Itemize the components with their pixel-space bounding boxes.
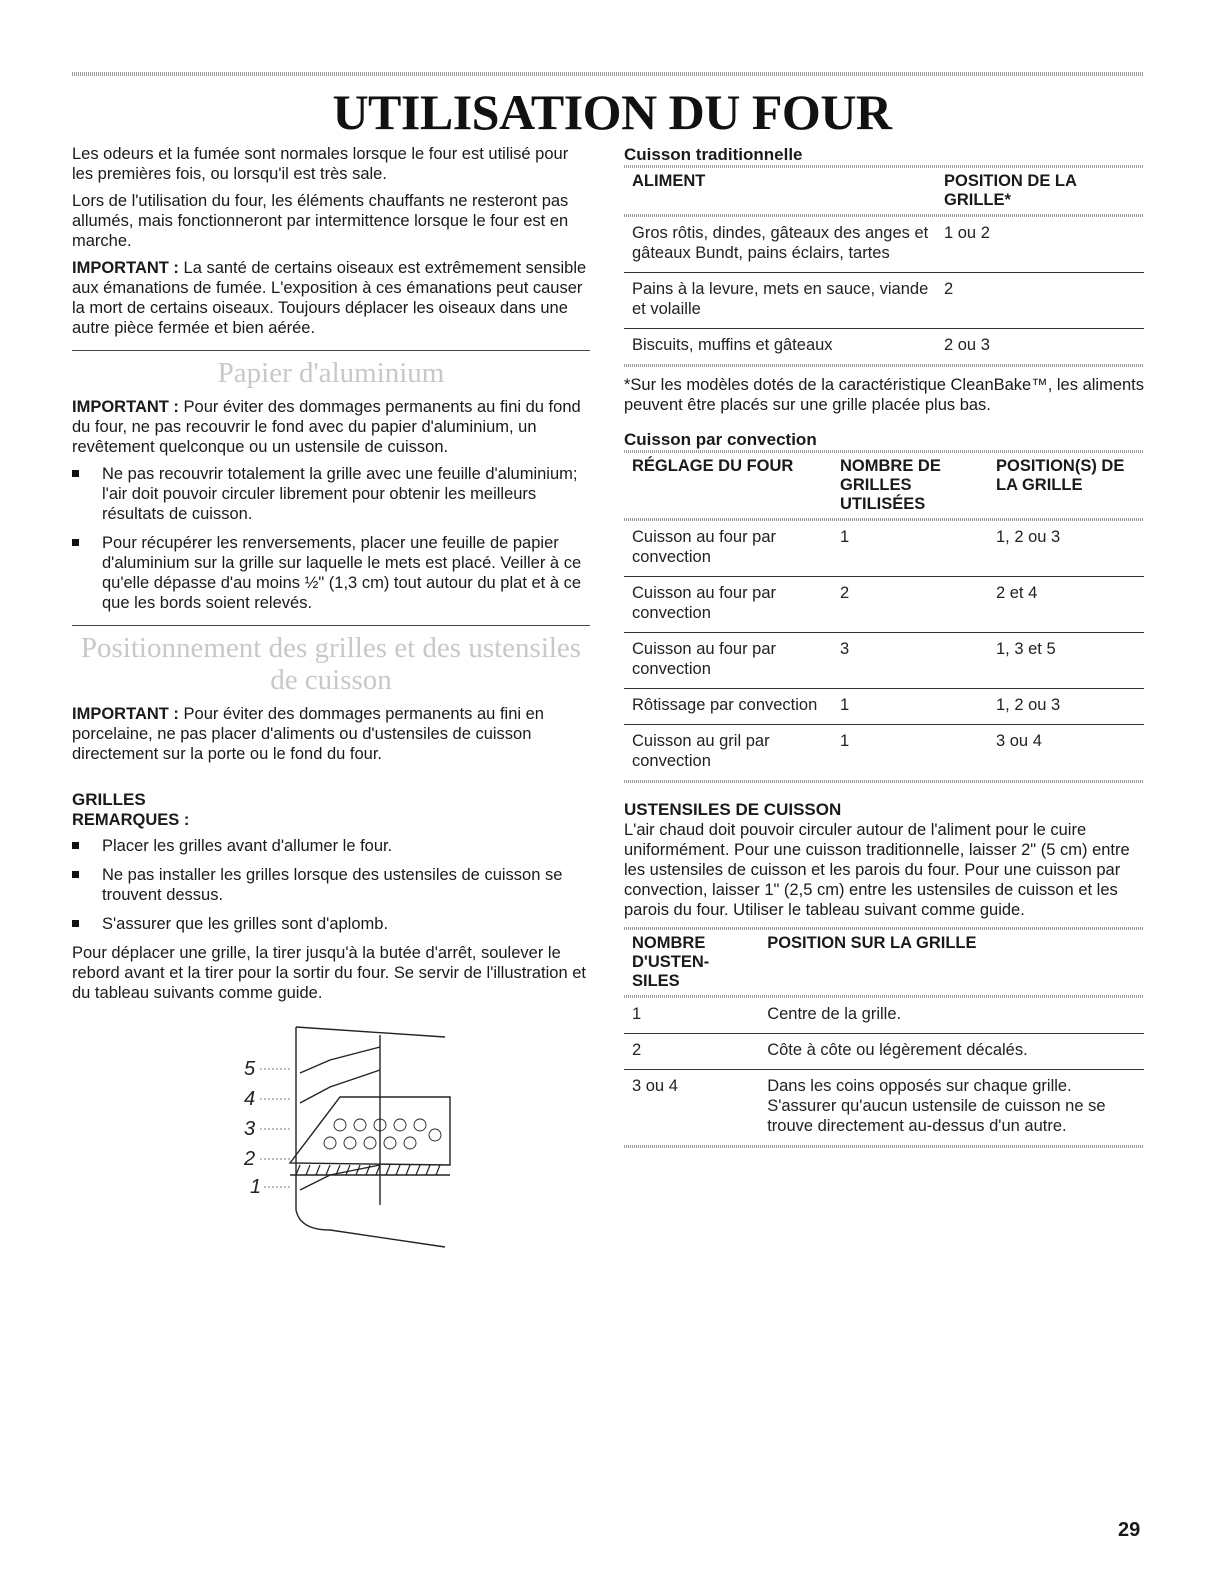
intro-paragraph-1: Les odeurs et la fumée sont normales lorsque le four est utilisé pour les premières fois, ou lorsqu'il est très sale. [72, 145, 569, 183]
table-header-row [624, 453, 1144, 518]
rack-label-5: 5 [244, 1058, 256, 1080]
bullet-icon [72, 920, 79, 927]
table-header-row [624, 930, 1144, 995]
cookware-table [624, 930, 1144, 1145]
bullet-icon [72, 871, 79, 878]
table-row [624, 521, 1144, 577]
rack-label-1: 1 [250, 1176, 262, 1198]
rack-label-2: 2 [244, 1148, 256, 1170]
important-text: La santé de certains oiseaux est extrêmement sensible aux émanations de fumée. L'exposition à ces émanations peut causer la mort de certains oiseaux. Toujours déplacer les oiseaux dans une autre pièce fermée et bien aérée. [72, 259, 587, 337]
table-cell: Cuisson au four par convection [624, 521, 832, 577]
table-row [624, 329, 1144, 365]
rack-label-3: 3 [244, 1118, 256, 1140]
table-cell: 1, 2 ou 3 [988, 521, 1144, 577]
table-cell: 3 ou 4 [996, 732, 1042, 750]
column-header: NOMBRE D'USTEN- SILES [632, 934, 710, 990]
intro-paragraph-2: Lors de l'utilisation du four, les éléments chauffants ne resteront pas allumés, mais fonctionneront par intermittence lorsque le four est en marche. [72, 192, 569, 250]
list-item-text: S'assurer que les grilles sont d'aplomb. [102, 915, 389, 933]
positioning-heading-line2: de cuisson [270, 664, 392, 696]
list-item-text: Ne pas installer les grilles lorsque des ustensiles de cuisson se trouvent dessus. [102, 866, 563, 904]
column-header: NOMBRE DE GRILLES UTILISÉES [840, 457, 941, 513]
left-column [72, 144, 590, 1010]
table-cell: Cuisson au four par convection [624, 633, 832, 689]
list-item [72, 865, 590, 905]
table-cell: 3 [832, 633, 988, 689]
page-number: 29 [1118, 1519, 1141, 1541]
table-row [624, 577, 1144, 633]
list-item [72, 914, 590, 934]
section-divider [72, 625, 590, 626]
important-label: IMPORTANT : [72, 705, 179, 723]
table-header-row [624, 168, 1144, 214]
important-text: Pour éviter des dommages permanents au fini du fond du four, ne pas recouvrir le fond avec du papier d'aluminium, un revêtement quelconque ou un ustensile de cuisson. [72, 398, 581, 456]
table-cell: Gros rôtis, dindes, gâteaux des anges et gâteaux Bundt, pains éclairs, tartes [624, 217, 936, 273]
list-item-text: Pour récupérer les renversements, placer une feuille de papier d'aluminium sur la grille sur laquelle le mets est placé. Veiller à ce qu'elle dépasse d'au moins ½" (1,3 cm) tout autour du plat et à ce que les bords soient relevés. [102, 534, 582, 612]
table-cell: Centre de la grille. [759, 998, 1144, 1034]
convection-table [624, 453, 1144, 780]
table-row [624, 217, 1144, 273]
positioning-important [72, 704, 590, 764]
table-cell: Rôtissage par convection [624, 689, 832, 725]
table-rule [624, 1145, 1144, 1148]
rack-label-4: 4 [244, 1088, 256, 1110]
table-cell: Côte à côte ou légèrement décalés. [759, 1034, 1144, 1070]
table-row [624, 1034, 1144, 1070]
table-cell: 1 [832, 521, 988, 577]
table-cell: 1 ou 2 [936, 217, 1144, 273]
bullet-icon [72, 539, 79, 546]
list-item [72, 464, 590, 524]
traditional-table [624, 168, 1144, 364]
table-cell: 2 et 4 [988, 577, 1144, 633]
table-cell: 1, 3 et 5 [988, 633, 1144, 689]
table-cell: 3 ou 4 [632, 1077, 678, 1095]
table-cell: 1 [832, 689, 988, 725]
table-row [624, 273, 1144, 329]
traditional-heading: Cuisson traditionnelle [624, 145, 803, 164]
table-row [624, 998, 1144, 1034]
table-cell: 2 [832, 577, 988, 633]
positioning-heading [72, 632, 590, 696]
column-header: POSITION DE LA GRILLE* [944, 172, 1077, 209]
intro-important [72, 258, 590, 338]
grilles-bullet-list [72, 836, 590, 934]
table-cell: Cuisson au gril par convection [632, 732, 770, 770]
traditional-footnote: *Sur les modèles dotés de la caractéristique CleanBake™, les aliments peuvent être placés sur une grille placée plus bas. [624, 376, 1145, 414]
important-text: Pour éviter des dommages permanents au fini en porcelaine, ne pas placer d'aliments ou d'ustensiles de cuisson directement sur la porte ou le fond du four. [72, 705, 544, 763]
cookware-paragraph: L'air chaud doit pouvoir circuler autour de l'aliment pour le cuire uniformément. Pour une cuisson traditionnelle, laisser 2" (5 cm) entre les ustensiles de cuisson et les parois du four. Pour une cuisson par convection, laisser 1" (2,5 cm) entre les ustensiles de cuisson et les parois du four. Utiliser le tableau suivant comme guide. [624, 821, 1130, 919]
table-cell: Biscuits, muffins et gâteaux [632, 336, 833, 354]
oven-rack-diagram [230, 1025, 470, 1250]
remarks-heading: REMARQUES : [72, 811, 190, 829]
list-item-text: Placer les grilles avant d'allumer le four. [102, 837, 393, 855]
column-header: RÉGLAGE DU FOUR [632, 457, 794, 475]
table-row [624, 633, 1144, 689]
grilles-paragraph: Pour déplacer une grille, la tirer jusqu'à la butée d'arrêt, soulever le rebord avant et la tirer pour la sortir du four. Se servir de l'illustration et du tableau suivants comme guide. [72, 944, 586, 1002]
section-divider [72, 350, 590, 351]
table-cell: 1, 2 ou 3 [988, 689, 1144, 725]
list-item-text: Ne pas recouvrir totalement la grille avec une feuille d'aluminium; l'air doit pouvoir circuler librement pour obtenir les meilleurs résultats de cuisson. [102, 465, 578, 523]
table-cell: 2 [624, 1034, 759, 1070]
top-rule [72, 72, 1144, 76]
positioning-heading-line1: Positionnement des grilles et des ustensiles [80, 632, 582, 664]
table-rule [624, 364, 1144, 367]
cookware-heading: USTENSILES DE CUISSON [624, 800, 842, 819]
column-header: POSITION SUR LA GRILLE [767, 934, 977, 952]
foil-bullet-list [72, 464, 590, 613]
bullet-icon [72, 842, 79, 849]
table-row [624, 689, 1144, 725]
important-label: IMPORTANT : [72, 398, 179, 416]
right-column [624, 144, 1144, 1148]
bullet-icon [72, 470, 79, 477]
page-title: UTILISATION DU FOUR [332, 84, 892, 140]
table-cell: 2 ou 3 [944, 336, 990, 354]
column-header: POSITION(S) DE LA GRILLE [996, 457, 1125, 494]
convection-heading: Cuisson par convection [624, 430, 817, 449]
list-item [72, 836, 590, 856]
table-row [624, 1070, 1144, 1146]
column-header: ALIMENT [632, 172, 706, 190]
important-label: IMPORTANT : [72, 259, 179, 277]
grilles-heading: GRILLES [72, 790, 146, 809]
list-item [72, 533, 590, 613]
table-cell: Pains à la levure, mets en sauce, viande et volaille [624, 273, 936, 329]
foil-important [72, 397, 590, 457]
table-cell: Dans les coins opposés sur chaque grille. S'assurer qu'aucun ustensile de cuisson ne se trouve directement au-dessus d'un autre. [767, 1077, 1106, 1135]
table-cell: Cuisson au four par convection [624, 577, 832, 633]
foil-heading: Papier d'aluminium [217, 357, 445, 389]
table-row [624, 725, 1144, 781]
table-cell: 1 [624, 998, 759, 1034]
table-cell: 2 [936, 273, 1144, 329]
table-cell: 1 [840, 732, 850, 750]
